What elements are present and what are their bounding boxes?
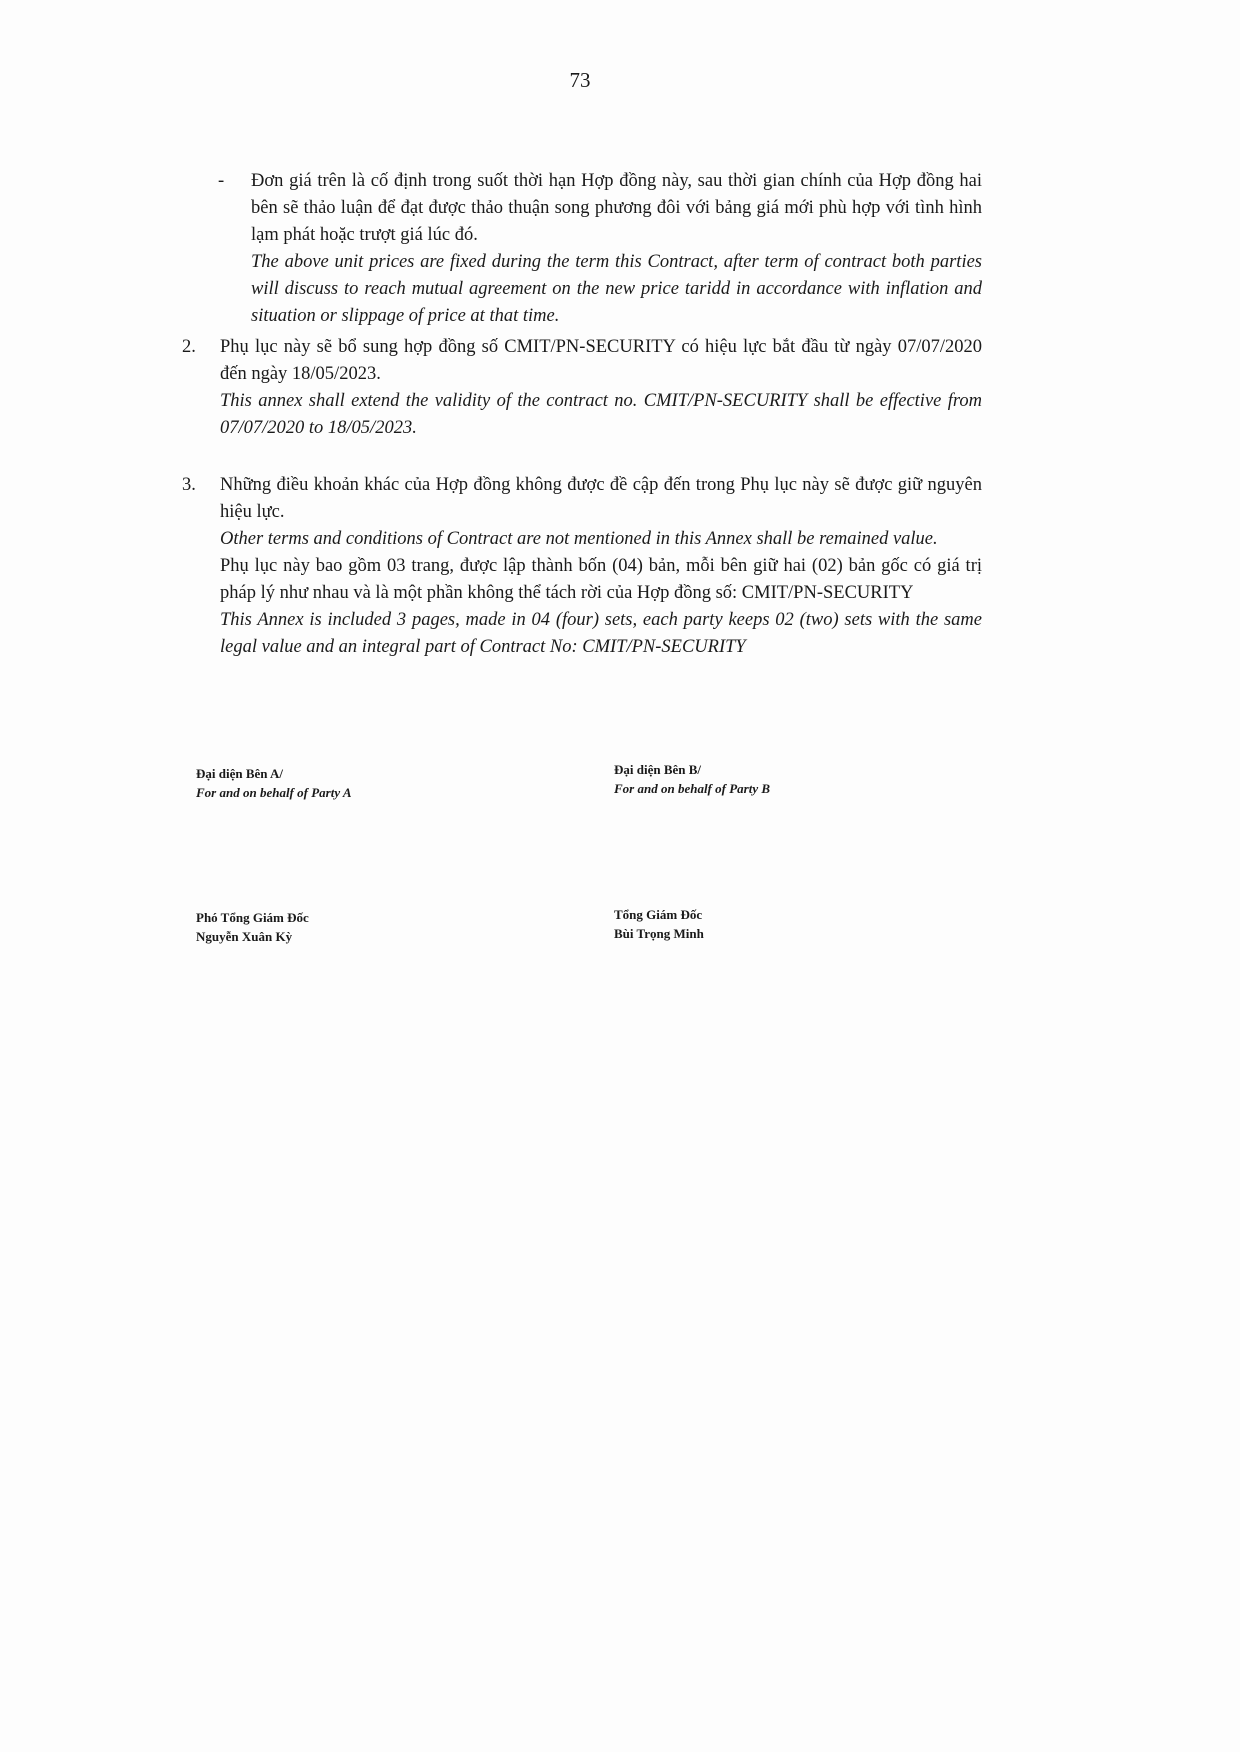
dash-marker: -	[218, 171, 225, 191]
party-a-title-vi: Đại diện Bên A/	[196, 766, 284, 781]
party-b-signatory	[614, 905, 704, 943]
price-clause	[182, 168, 982, 330]
clause-2	[182, 334, 982, 442]
party-a-header	[196, 764, 352, 802]
clause-3-number: 3.	[182, 475, 196, 495]
clause-2-number: 2.	[182, 337, 196, 357]
annex-content	[182, 168, 982, 661]
clause-2-en: This annex shall extend the validity of the contract no. CMIT/PN-SECURITY shall be effective from 07/07/2020 to 18/05/2023.	[220, 391, 982, 438]
clause-2-vi: Phụ lục này sẽ bổ sung hợp đồng số CMIT/PN-SECURITY có hiệu lực bắt đầu từ ngày 07/07/2020 đến ngày 18/05/2023.	[220, 337, 982, 384]
page-number: 73	[569, 68, 591, 92]
party-b-title-vi: Đại diện Bên B/	[614, 762, 702, 777]
price-clause-en: The above unit prices are fixed during the term this Contract, after term of contract both parties will discuss to reach mutual agreement on the new price taridd in accordance with inflation and situation or slippage of price at that time.	[251, 252, 982, 326]
party-a-signatory	[196, 908, 309, 946]
copies-clause-en: This Annex is included 3 pages, made in 04 (four) sets, each party keeps 02 (two) sets with the same legal value and an integral part of Contract No: CMIT/PN-SECURITY	[220, 610, 982, 657]
party-b-title-en: For and on behalf of Party B	[614, 781, 771, 796]
party-a-position: Phó Tổng Giám Đốc	[196, 910, 309, 925]
clause-3	[182, 472, 982, 661]
party-b-header	[614, 760, 770, 798]
party-a-name: Nguyễn Xuân Kỳ	[196, 929, 293, 944]
clause-3-vi: Những điều khoản khác của Hợp đồng không được đề cập đến trong Phụ lục này sẽ được giữ nguyên hiệu lực.	[220, 475, 982, 522]
clause-3-en: Other terms and conditions of Contract are not mentioned in this Annex shall be remained value.	[220, 529, 938, 549]
party-b-position: Tổng Giám Đốc	[614, 907, 703, 922]
party-b-name: Bùi Trọng Minh	[614, 926, 704, 941]
price-clause-vi: Đơn giá trên là cố định trong suốt thời hạn Hợp đồng này, sau thời gian chính của Hợp đồng hai bên sẽ thảo luận để đạt được thảo thuận song phương đôi với bảng giá mới phù hợp với tình hình lạm phát hoặc trượt giá lúc đó.	[251, 171, 982, 245]
copies-clause-vi: Phụ lục này bao gồm 03 trang, được lập thành bốn (04) bản, mỗi bên giữ hai (02) bản gốc có giá trị pháp lý như nhau và là một phần không thể tách rời của Hợp đồng số: CMIT/PN-SECURITY	[220, 556, 982, 603]
party-a-title-en: For and on behalf of Party A	[196, 785, 352, 800]
